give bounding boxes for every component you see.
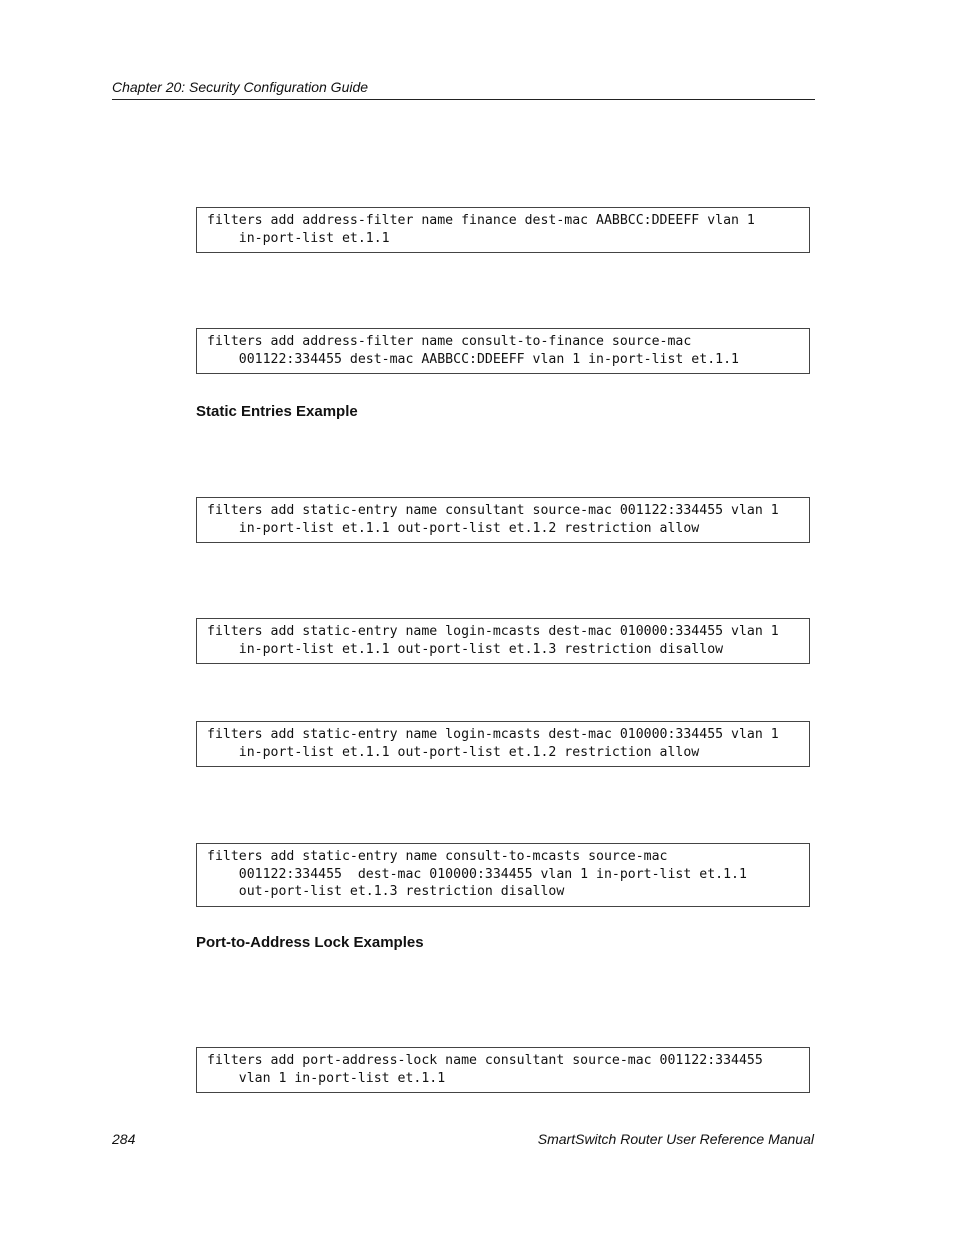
chapter-header: Chapter 20: Security Configuration Guide — [112, 79, 815, 100]
code-block-address-filter-consult: filters add address-filter name consult-to-finance source-mac 001122:334455 dest-mac AABBCC:DDEEFF vlan 1 in-port-list et.1.1 — [196, 328, 810, 374]
section-heading-static-entries: Static Entries Example — [196, 403, 358, 420]
code-block-port-address-lock: filters add port-address-lock name consultant source-mac 001122:334455 vlan 1 in-port-list et.1.1 — [196, 1047, 810, 1093]
code-block-static-login-disallow: filters add static-entry name login-mcasts dest-mac 010000:334455 vlan 1 in-port-list et.1.1 out-port-list et.1.3 restriction disallow — [196, 618, 810, 664]
section-heading-port-lock: Port-to-Address Lock Examples — [196, 934, 424, 951]
code-block-address-filter-finance: filters add address-filter name finance dest-mac AABBCC:DDEEFF vlan 1 in-port-list et.1.1 — [196, 207, 810, 253]
page-number: 284 — [112, 1131, 136, 1147]
manual-title: SmartSwitch Router User Reference Manual — [537, 1131, 814, 1147]
code-block-static-login-allow: filters add static-entry name login-mcasts dest-mac 010000:334455 vlan 1 in-port-list et.1.1 out-port-list et.1.2 restriction allow — [196, 721, 810, 767]
code-block-static-consult-mcasts: filters add static-entry name consult-to-mcasts source-mac 001122:334455 dest-mac 010000:334455 vlan 1 in-port-list et.1.1 out-port-list et.1.3 restriction disallow — [196, 843, 810, 907]
code-block-static-consultant: filters add static-entry name consultant source-mac 001122:334455 vlan 1 in-port-list et.1.1 out-port-list et.1.2 restriction allow — [196, 497, 810, 543]
